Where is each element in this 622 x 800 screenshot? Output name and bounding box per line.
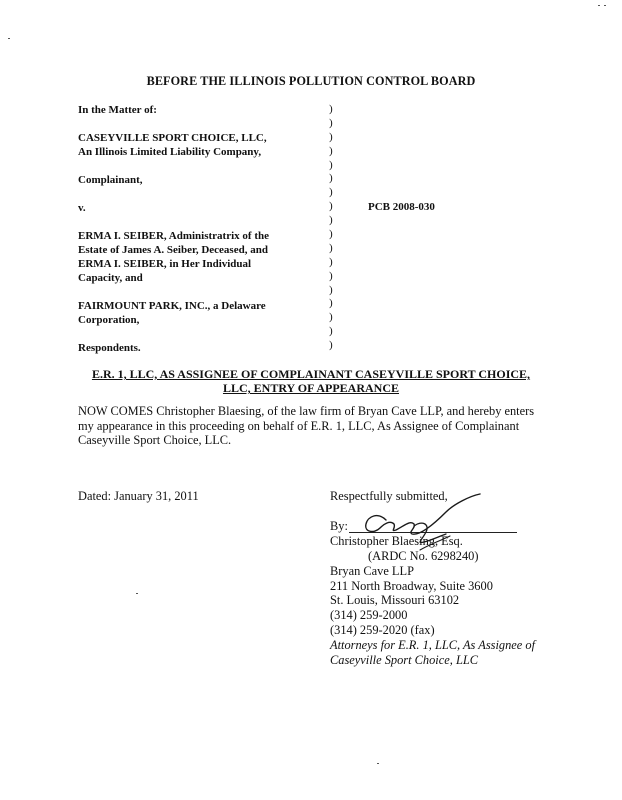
- attorneys-for-line-2: Caseyville Sport Choice, LLC: [330, 653, 478, 668]
- caption-paren: ): [329, 283, 333, 296]
- caption-paren: ): [329, 297, 333, 310]
- caption-line: [78, 187, 269, 201]
- caption-line: v.: [78, 202, 86, 214]
- caption-line: ERMA I. SEIBER, in Her Individual: [78, 258, 252, 270]
- caption-line: In the Matter of:: [78, 104, 157, 116]
- caption-line: Capacity, and: [78, 272, 143, 284]
- document-title: BEFORE THE ILLINOIS POLLUTION CONTROL BOARD: [146, 74, 476, 88]
- entry-heading-line-1: E.R. 1, LLC, AS ASSIGNEE OF COMPLAINANT CASEYVILLE SPORT CHOICE,: [91, 367, 531, 381]
- caption-paren: ): [329, 269, 333, 282]
- caption-paren: ): [329, 103, 333, 115]
- scan-speck: [598, 5, 600, 6]
- caption-paren: ): [329, 144, 333, 157]
- caption-line: [78, 327, 269, 341]
- caption-line: An Illinois Limited Liability Company,: [78, 146, 262, 158]
- caption-line: [78, 159, 269, 173]
- fax-number: (314) 259-2020 (fax): [330, 623, 435, 638]
- phone-number: (314) 259-2000: [330, 608, 408, 623]
- caption-paren: ): [329, 130, 333, 143]
- caption-parentheses: [329, 103, 333, 353]
- caption-paren: ): [329, 228, 333, 241]
- caption-line: Complainant,: [78, 174, 143, 186]
- caption-line: [78, 215, 269, 229]
- caption-line: Respondents.: [78, 342, 141, 354]
- caption-line: [78, 117, 269, 131]
- ardc-number: (ARDC No. 6298240): [368, 548, 479, 563]
- closing: Respectfully submitted,: [330, 489, 448, 503]
- scan-speck: [377, 763, 379, 764]
- by-label: By:: [330, 518, 348, 533]
- caption-paren: ): [329, 186, 333, 199]
- appearance-paragraph: NOW COMES Christopher Blaesing, of the law firm of Bryan Cave LLP, and hereby enters my appearance in this proceeding on behalf of E.R. 1, LLC, As Assignee of Complainant Caseyville Sport Choice, LLC.: [78, 404, 535, 448]
- scan-speck: [136, 593, 138, 594]
- handwritten-signature: [350, 490, 490, 560]
- caption-line: [78, 285, 269, 299]
- caption-paren: ): [329, 158, 333, 171]
- case-number: PCB 2008-030: [368, 201, 435, 213]
- attorneys-for-line-1: Attorneys for E.R. 1, LLC, As Assignee of: [330, 638, 536, 653]
- date-line: Dated: January 31, 2011: [78, 489, 199, 503]
- caption-paren: ): [329, 325, 333, 338]
- caption-paren: ): [329, 255, 333, 268]
- caption-line: FAIRMOUNT PARK, INC., a Delaware: [78, 300, 266, 312]
- caption-paren: ): [329, 214, 333, 227]
- street-address: 211 North Broadway, Suite 3600: [330, 578, 493, 593]
- caption-line: CASEYVILLE SPORT CHOICE, LLC,: [78, 132, 267, 144]
- signer-name: Christopher Blaesing, Esq.: [330, 533, 463, 548]
- scan-speck: [8, 38, 10, 39]
- scan-speck: [604, 5, 606, 6]
- caption-paren: ): [329, 172, 333, 185]
- caption-paren: ): [329, 311, 333, 324]
- city-state-zip: St. Louis, Missouri 63102: [330, 593, 460, 608]
- caption-paren: ): [329, 200, 333, 213]
- caption-paren: ): [329, 241, 333, 254]
- caption-paren: ): [329, 339, 333, 352]
- entry-heading-line-2: LLC, ENTRY OF APPEARANCE: [222, 381, 400, 395]
- case-caption-parties: [78, 103, 269, 355]
- entry-of-appearance-heading: [0, 367, 622, 395]
- caption-paren: ): [329, 116, 333, 129]
- law-firm: Bryan Cave LLP: [330, 563, 414, 578]
- caption-line: ERMA I. SEIBER, Administratrix of the: [78, 230, 269, 242]
- caption-line: Estate of James A. Seiber, Deceased, and: [78, 244, 268, 256]
- caption-line: Corporation,: [78, 314, 140, 326]
